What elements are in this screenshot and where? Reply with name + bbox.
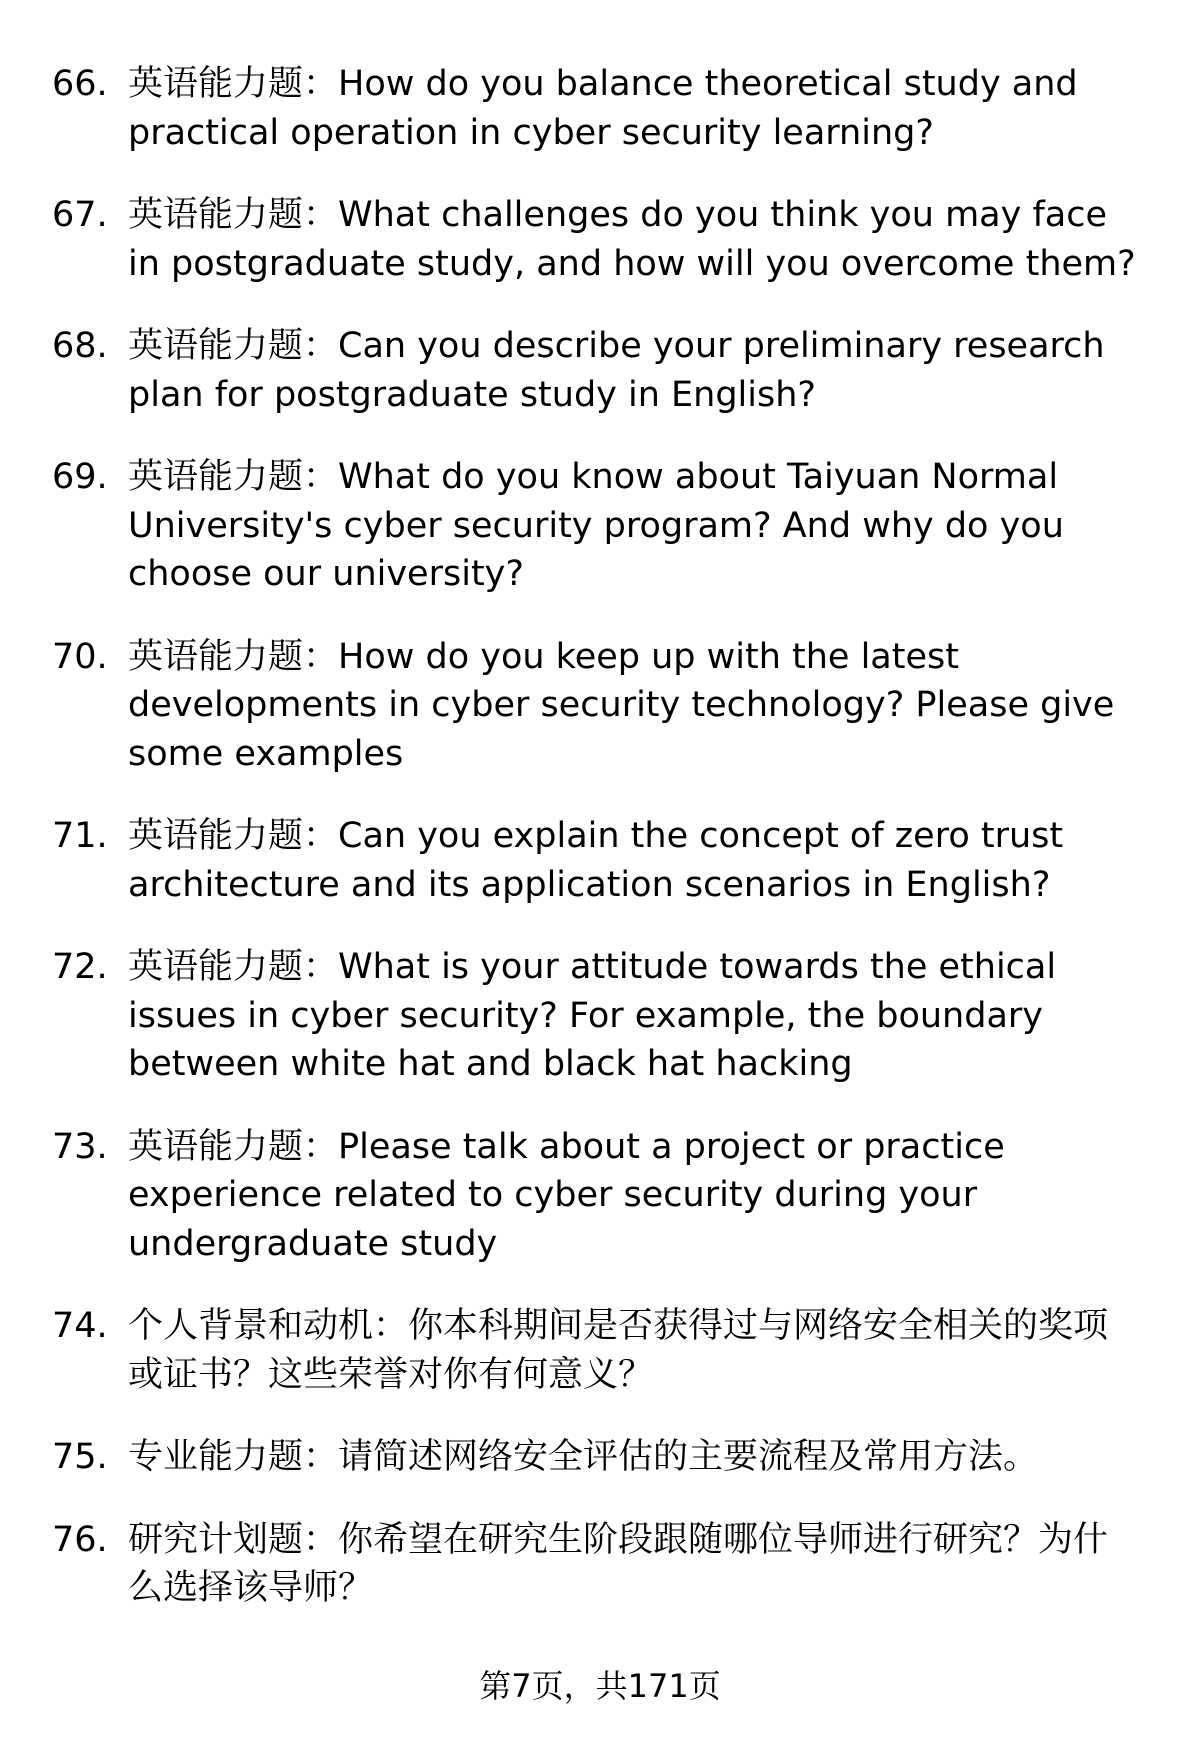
question-number: 67. <box>52 195 108 235</box>
question-number: 72. <box>52 947 108 987</box>
question-text: 研究计划题：你希望在研究生阶段跟随哪位导师进行研究？为什么选择该导师？ <box>128 1519 1109 1608</box>
question-number: 66. <box>52 64 108 104</box>
question-item <box>0 812 1200 909</box>
question-item <box>0 191 1200 288</box>
question-text: 英语能力题：Can you explain the concept of zero trust architecture and its application scenarios in English? <box>128 816 1064 905</box>
question-number: 76. <box>52 1519 108 1560</box>
question-number: 74. <box>52 1306 108 1346</box>
question-text: 英语能力题：What do you know about Taiyuan Normal University's cyber security program? And why do you choose our university? <box>128 457 1064 594</box>
question-text: 英语能力题：How do you keep up with the latest developments in cyber security technology? Please give some examples <box>128 636 1115 774</box>
question-item <box>0 1302 1200 1399</box>
question-text: 英语能力题：How do you balance theoretical study and practical operation in cyber security learning? <box>128 64 1078 153</box>
question-item <box>0 322 1200 419</box>
question-number: 70. <box>52 636 108 677</box>
question-item <box>0 453 1200 599</box>
question-item <box>0 60 1200 157</box>
question-item <box>0 1123 1200 1269</box>
question-text: 英语能力题：Can you describe your preliminary research plan for postgraduate study in English? <box>128 326 1105 415</box>
question-list <box>0 60 1200 1647</box>
question-number: 69. <box>52 457 108 497</box>
question-text: 英语能力题：What is your attitude towards the ethical issues in cyber security? For example, the boundary between white hat and black hat hacking <box>128 947 1057 1084</box>
question-number: 68. <box>52 326 108 366</box>
question-item <box>0 943 1200 1089</box>
question-item <box>0 1516 1200 1613</box>
question-number: 73. <box>52 1126 108 1167</box>
question-text: 专业能力题：请简述网络安全评估的主要流程及常用方法。 <box>128 1437 1039 1477</box>
question-number: 75. <box>52 1437 108 1477</box>
question-item <box>0 1433 1200 1482</box>
question-text: 英语能力题：What challenges do you think you may face in postgraduate study, and how will you overcome them? <box>128 195 1136 284</box>
page-indicator: 第7页，共171页 <box>479 1667 721 1705</box>
page-footer <box>0 1662 1200 1710</box>
question-text: 个人背景和动机：你本科期间是否获得过与网络安全相关的奖项或证书？这些荣誉对你有何意义？ <box>128 1306 1109 1395</box>
question-number: 71. <box>52 816 108 856</box>
question-text: 英语能力题：Please talk about a project or practice experience related to cyber security during your undergraduate study <box>128 1126 1005 1264</box>
question-item <box>0 633 1200 779</box>
